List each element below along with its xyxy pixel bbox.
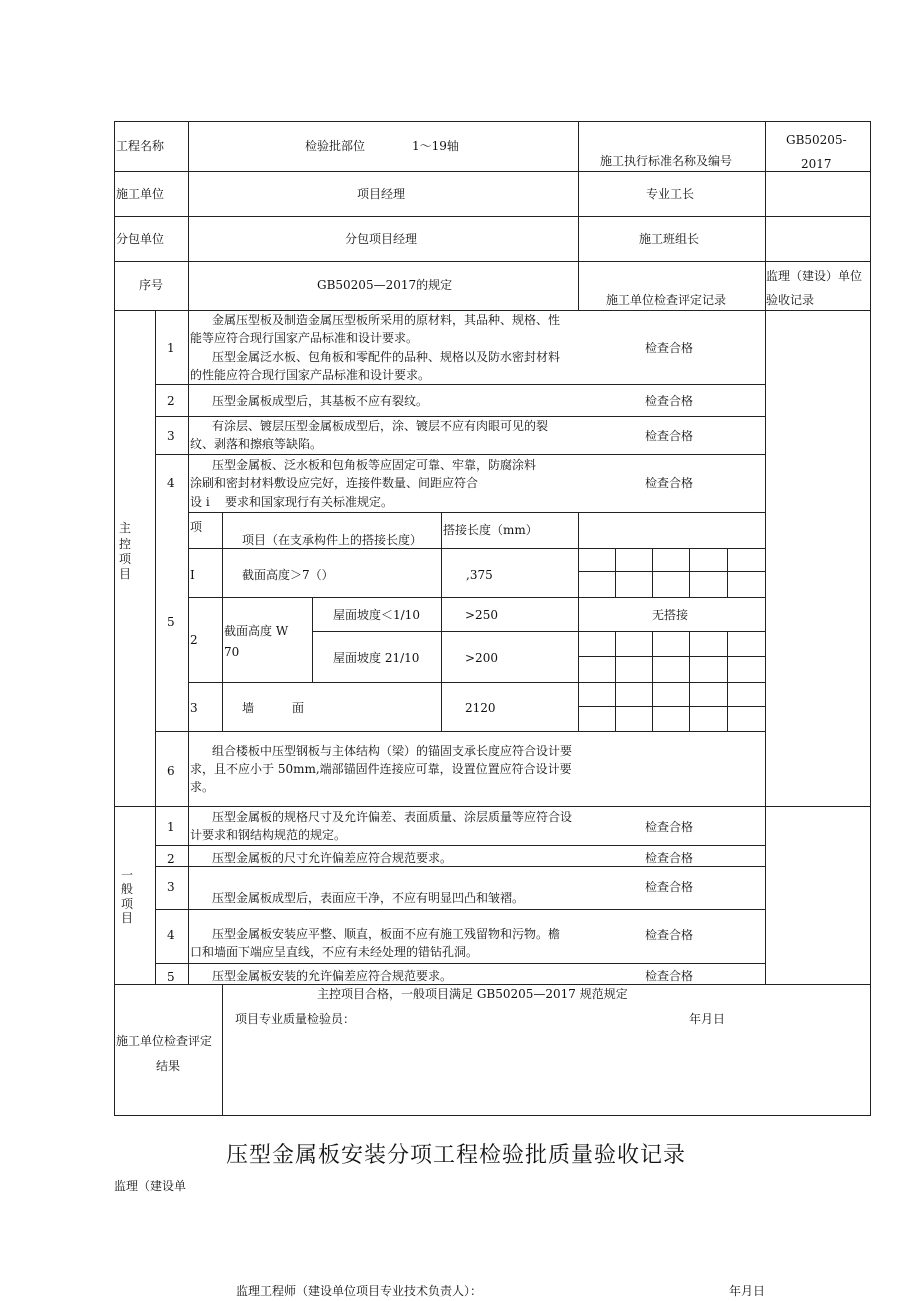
subtable-row-len: ,375 xyxy=(466,568,493,582)
row-line xyxy=(155,845,765,846)
footer-date: 年月日 xyxy=(729,1284,766,1298)
sub-pm-label: 分包项目经理 xyxy=(345,232,418,246)
supervising-engineer-label: 监理工程师（建设单位项目专业技术负责人）： xyxy=(236,1284,483,1298)
general-items-label-4: 目 xyxy=(121,911,134,925)
item-number: 4 xyxy=(167,476,175,490)
row-line xyxy=(155,909,765,910)
grid-line xyxy=(727,631,728,731)
col-line xyxy=(222,512,223,731)
subtable-row-len: 2120 xyxy=(465,701,496,715)
row-line xyxy=(578,706,765,707)
general-items-label-3: 项 xyxy=(121,897,134,911)
col-line xyxy=(441,512,442,731)
result-label: 施工单位检查评定 xyxy=(116,1034,213,1048)
grid-line xyxy=(689,631,690,731)
item-text: 压型金属板成型后，表面应干净，不应有明显凹凸和皱褶。 xyxy=(212,891,525,905)
item-text: 压型金属板的规格尺寸及允许偏差、表面质量、涂层质量等应符合设计要求和钢结构规范的规定。 xyxy=(190,810,573,842)
quality-inspector-label: 项目专业质量检验员： xyxy=(235,1012,356,1026)
contractor-eval-label: 施工单位检查评定记录 xyxy=(606,293,727,307)
subtable-col-len: 搭接长度（mm） xyxy=(443,523,538,537)
result-label-line2: 结果 xyxy=(156,1059,181,1073)
spec-label: GB50205—2017的规定 xyxy=(317,278,453,292)
row-line xyxy=(188,597,765,598)
item-text: 金属压型板及制造金属压型板所采用的原材料，其品种、规格、性能等应符合现行国家产品标准和设计要求。 xyxy=(190,313,561,345)
grid-line xyxy=(727,548,728,597)
subtable-row-slope: 屋面坡度＜1/10 xyxy=(333,608,420,622)
col-line xyxy=(578,171,579,311)
grid-line xyxy=(689,548,690,597)
col-line xyxy=(578,121,579,171)
general-items-label-2: 般 xyxy=(121,882,134,896)
item-number: 4 xyxy=(167,928,175,942)
item-text: 压型金属板成型后，其基板不应有裂纹。 xyxy=(212,394,429,408)
item-text: 涂刷和密封材料敷设应完好，连接件数量、间距应符合 xyxy=(190,476,479,490)
supervisor-label: 监理（建设）单位 xyxy=(766,269,863,283)
item-number: 3 xyxy=(167,429,175,443)
row-line xyxy=(114,806,871,807)
grid-line xyxy=(652,631,653,731)
row-line xyxy=(114,171,871,172)
row-line xyxy=(114,261,871,262)
col-line xyxy=(312,597,313,682)
row-line xyxy=(312,631,765,632)
item-result: 检查合格 xyxy=(645,880,694,894)
item-text: 压型金属板安装应平整、顺直，板面不应有施工残留物和污物。檐口和墙面下端应呈直线，不应有未经处理的错钻孔洞。 xyxy=(190,927,561,959)
subcontractor-label: 分包单位 xyxy=(116,232,165,246)
result-conclusion: 主控项目合格，一般项目满足 GB50205—2017 规范规定 xyxy=(317,987,628,1001)
standard-value-year: 2017 xyxy=(801,157,832,171)
subtable-row-slope: 屋面坡度 21/10 xyxy=(333,651,420,665)
col-line xyxy=(155,310,156,985)
row-line xyxy=(578,656,765,657)
subtable-row-desc: 墙 xyxy=(242,701,255,715)
col-line xyxy=(188,310,189,985)
item-result: 检查合格 xyxy=(645,969,694,983)
row-line xyxy=(114,216,871,217)
subtable-row-no: I xyxy=(190,568,195,582)
standard-label: 施工执行标准名称及编号 xyxy=(600,154,733,168)
project-manager-label: 项目经理 xyxy=(357,187,406,201)
item-number: 6 xyxy=(167,764,175,778)
inspection-part-label: 检验批部位 xyxy=(305,139,366,153)
seq-label: 序号 xyxy=(139,278,164,292)
result-date: 年月日 xyxy=(689,1012,726,1026)
item-text: 压型金属板、泛水板和包角板等应固定可靠、牢靠，防腐涂料 xyxy=(212,458,537,472)
col-line xyxy=(188,121,189,311)
subtable-col-item: 项 xyxy=(190,520,203,534)
item-text: 设 i xyxy=(190,495,210,509)
item-result: 检查合格 xyxy=(645,394,694,408)
table-border-top xyxy=(114,121,871,122)
grid-line xyxy=(615,548,616,597)
row-line xyxy=(155,384,765,385)
item-result: 检查合格 xyxy=(645,820,694,834)
table-border-bottom xyxy=(114,1115,871,1116)
item-result: 检查合格 xyxy=(645,429,694,443)
item-result: 检查合格 xyxy=(645,476,694,490)
item-text: 要求和国家现行有关标准规定。 xyxy=(225,495,394,509)
item-number: 2 xyxy=(167,852,175,866)
item-text: 压型金属板安装的允许偏差应符合规范要求。 xyxy=(212,969,453,983)
row-line xyxy=(578,571,765,572)
project-name-label: 工程名称 xyxy=(116,139,165,153)
foreman-label: 专业工长 xyxy=(646,187,695,201)
row-line xyxy=(155,731,765,732)
team-leader-label: 施工班组长 xyxy=(639,232,700,246)
item-number: 5 xyxy=(167,615,175,629)
grid-line xyxy=(615,631,616,731)
row-line xyxy=(155,963,765,964)
item-text: 组合楼板中压型钢板与主体结构（梁）的锚固支承长度应符合设计要求，且不应小于 50mm,端部锚固件连接应可靠，设置位置应符合设计要求。 xyxy=(190,744,573,794)
item-number: 2 xyxy=(167,394,175,408)
main-items-label-1: 主 xyxy=(119,521,132,535)
item-number: 1 xyxy=(167,820,175,834)
table-border-left xyxy=(114,121,115,1116)
row-line xyxy=(155,454,765,455)
row-line xyxy=(188,682,765,683)
item-number: 3 xyxy=(167,880,175,894)
subtable-col-desc: 项目（在支承构件上的搭接长度） xyxy=(242,533,423,547)
inspection-part-value: 1～19轴 xyxy=(412,139,459,153)
item-text: 压型金属板的尺寸允许偏差应符合规范要求。 xyxy=(212,851,453,865)
main-items-label-3: 项 xyxy=(119,552,132,566)
subtable-row-desc: 面 xyxy=(292,701,305,715)
main-items-label-4: 目 xyxy=(119,567,132,581)
subtable-row-no: 3 xyxy=(190,701,198,715)
supervisor-partial-label: 监理（建设单 xyxy=(114,1179,187,1193)
item-text: 有涂层、镀层压型金属板成型后，涂、镀层不应有肉眼可见的裂纹、剥落和擦痕等缺陷。 xyxy=(190,419,549,451)
subtable-row-len: >250 xyxy=(465,608,498,622)
main-items-label-2: 控 xyxy=(119,537,132,551)
subtable-row-desc: 截面高度 W xyxy=(224,624,289,638)
subtable-row-desc: 截面高度＞7（） xyxy=(242,568,334,582)
contractor-label: 施工单位 xyxy=(116,187,165,201)
subtable-row-desc: 70 xyxy=(224,645,240,659)
supervisor-label-line2: 验收记录 xyxy=(766,293,815,307)
page-title: 压型金属板安装分项工程检验批质量验收记录 xyxy=(226,1143,687,1168)
subtable-row-no: 2 xyxy=(190,633,198,647)
table-border-right xyxy=(870,121,871,1116)
item-result: 检查合格 xyxy=(645,851,694,865)
item-result: 检查合格 xyxy=(645,341,694,355)
item-text: 压型金属泛水板、包角板和零配件的品种、规格以及防水密封材料的性能应符合现行国家产品标准和设计要求。 xyxy=(190,350,561,382)
col-line xyxy=(765,121,766,985)
item-number: 1 xyxy=(167,341,175,355)
item-result: 检查合格 xyxy=(645,928,694,942)
subtable-row-result: 无搭接 xyxy=(652,608,689,622)
col-line xyxy=(222,984,223,1116)
standard-value: GB50205- xyxy=(786,133,847,147)
col-line xyxy=(578,512,579,731)
row-line xyxy=(188,512,765,513)
item-number: 5 xyxy=(167,970,175,984)
general-items-label-1: 一 xyxy=(121,868,134,882)
grid-line xyxy=(652,548,653,597)
subtable-row-len: >200 xyxy=(465,651,498,665)
